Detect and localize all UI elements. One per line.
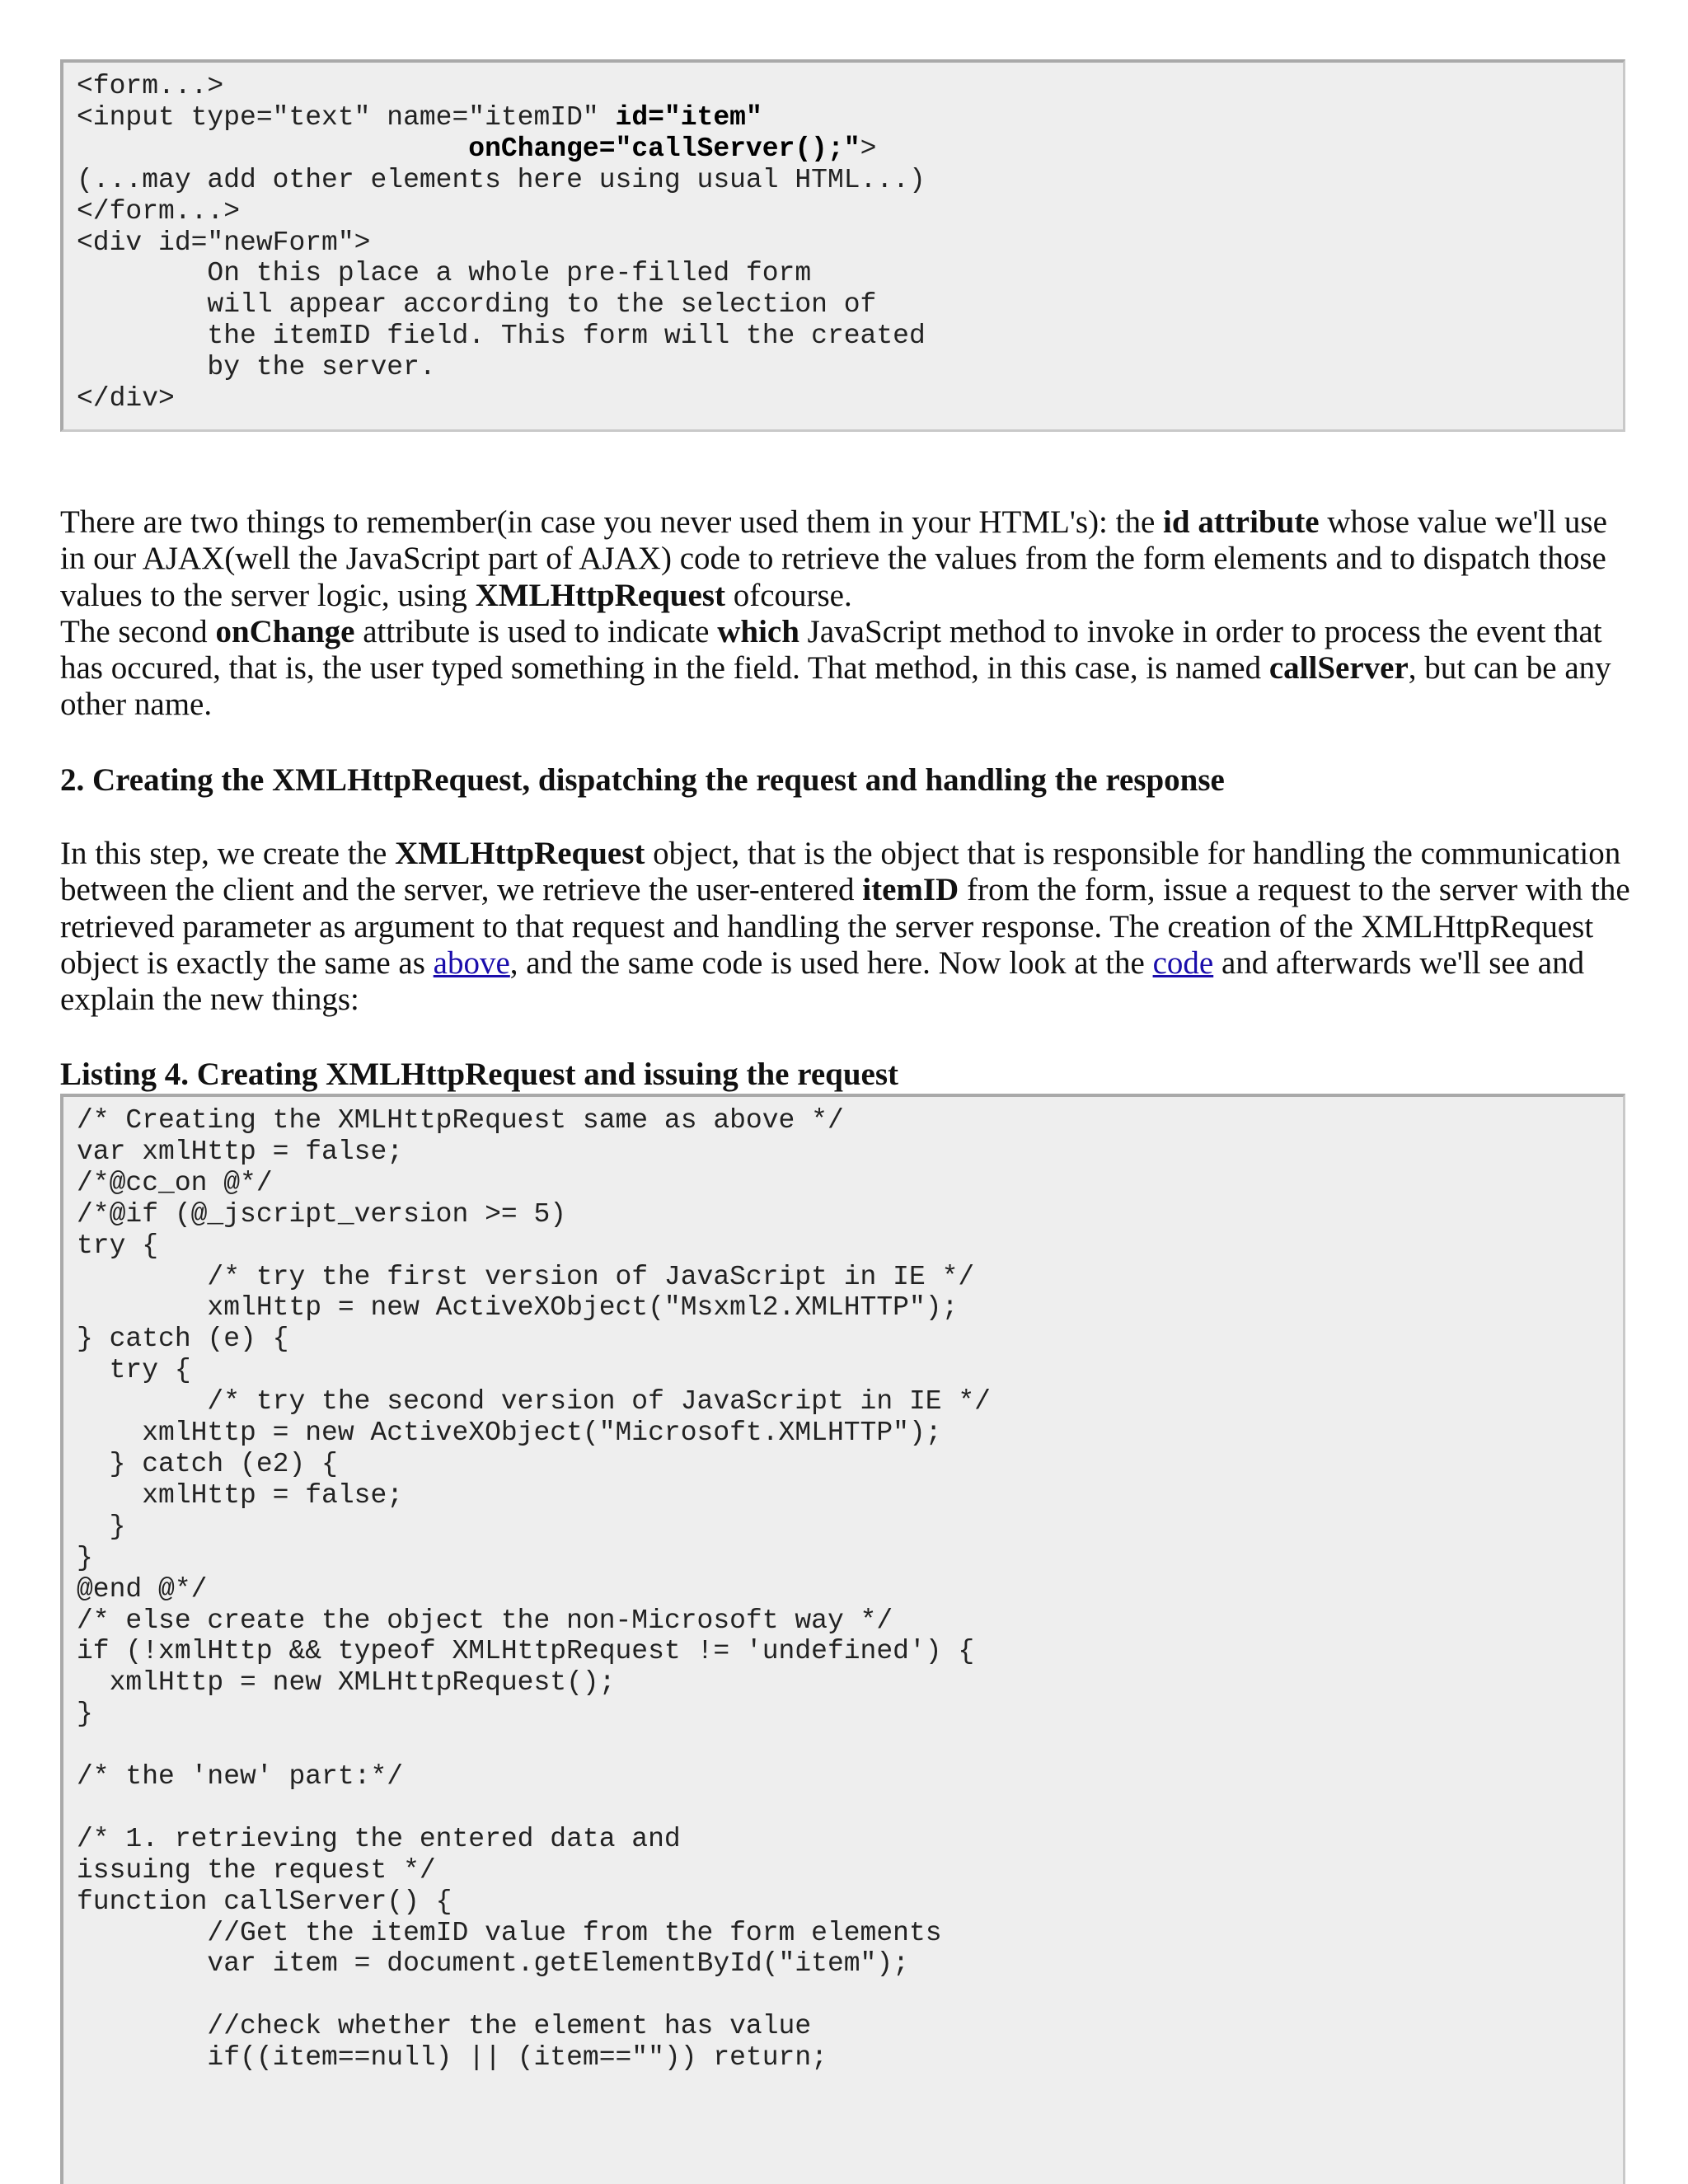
- code-line: if((item==null) || (item=="")) return;: [77, 2042, 828, 2074]
- code-line: xmlHttp = false;: [77, 1479, 404, 1511]
- code-line: /* else create the object the non-Microsoft way */: [77, 1605, 893, 1636]
- code-line: will appear according to the selection of: [77, 289, 877, 321]
- code-line: <div id="newForm">: [77, 227, 371, 258]
- code-block-listing-4: [60, 1094, 1625, 2184]
- paragraph-step-explanation: In this step, we create the XMLHttpRequest object, that is the object that is responsible for handling the communication between the client and the server, we retrieve the user-entered itemID from the form, issue a request to the server with the retrieved parameter as argument to that request and handling the server response. The creation of the XMLHttpRequest object is exactly the same as above, and the same code is used here. Now look at the code and afterwards we'll see and explain the new things:: [60, 836, 1630, 1018]
- code-line: (...may add other elements here using usual HTML...): [77, 164, 926, 195]
- code-line: xmlHttp = new ActiveXObject("Msxml2.XMLHTTP");: [77, 1292, 959, 1324]
- code-line: var xmlHttp = false;: [77, 1136, 404, 1167]
- listing-caption: Listing 4. Creating XMLHttpRequest and issuing the request: [60, 1057, 898, 1092]
- code-line: try {: [77, 1355, 191, 1386]
- code-line: function callServer() {: [77, 1886, 452, 1917]
- link-above[interactable]: above: [433, 944, 510, 981]
- code-line: //Get the itemID value from the form elements: [77, 1917, 942, 1948]
- code-line: onChange="callServer();">: [468, 133, 877, 164]
- code-line: /* Creating the XMLHttpRequest same as above */: [77, 1105, 844, 1136]
- code-line: <form...>: [77, 71, 224, 101]
- code-line: }: [77, 1542, 93, 1573]
- link-code[interactable]: code: [1152, 944, 1214, 981]
- code-line: /* try the first version of JavaScript in IE */: [77, 1261, 975, 1292]
- code-block-form-html-text: [77, 71, 1623, 415]
- code-line: the itemID field. This form will the created: [77, 321, 926, 352]
- code-line: try {: [77, 1230, 159, 1261]
- code-line: /*@cc_on @*/: [77, 1167, 273, 1198]
- code-line: </div>: [77, 383, 175, 415]
- code-line: by the server.: [77, 352, 436, 383]
- code-line: xmlHttp = new XMLHttpRequest();: [77, 1667, 616, 1699]
- code-line: @end @*/: [77, 1573, 208, 1605]
- code-line: }: [77, 1511, 126, 1542]
- code-line: /* try the second version of JavaScript in IE */: [77, 1386, 991, 1418]
- code-line: }: [77, 1699, 93, 1730]
- code-line: /*@if (@_jscript_version >= 5): [77, 1198, 567, 1230]
- code-line: issuing the request */: [77, 1854, 436, 1886]
- code-line: </form...>: [77, 195, 241, 227]
- code-block-listing-4-text: [77, 1105, 1623, 2074]
- code-line: } catch (e) {: [77, 1324, 289, 1355]
- code-line: //check whether the element has value: [77, 2011, 812, 2042]
- code-line: } catch (e2) {: [77, 1448, 338, 1479]
- code-line: /* 1. retrieving the entered data and: [77, 1823, 681, 1854]
- code-line: if (!xmlHttp && typeof XMLHttpRequest != 'undefined') {: [77, 1636, 975, 1667]
- code-line: <input type="text" name="itemID" id="item": [77, 101, 762, 133]
- code-line: On this place a whole pre-filled form: [77, 258, 812, 289]
- code-line: var item = document.getElementById("item");: [77, 1948, 909, 1980]
- code-line: xmlHttp = new ActiveXObject("Microsoft.XMLHTTP");: [77, 1418, 942, 1449]
- paragraph-id-onchange-explanation: There are two things to remember(in case you never used them in your HTML's): the id attribute whose value we'll use in our AJAX(well the JavaScript part of AJAX) code to retrieve the values from the form elements and to dispatch those values to the server logic, using XMLHttpRequest ofcourse. The second onChange attribute is used to indicate which JavaScript method to invoke in order to process the event that has occured, that is, the user typed something in the field. That method, in this case, is named callServer, but can be any other name.: [60, 504, 1611, 723]
- section-heading: 2. Creating the XMLHttpRequest, dispatching the request and handling the response: [60, 762, 1225, 798]
- code-block-form-html: [60, 59, 1625, 432]
- code-line: /* the 'new' part:*/: [77, 1761, 404, 1793]
